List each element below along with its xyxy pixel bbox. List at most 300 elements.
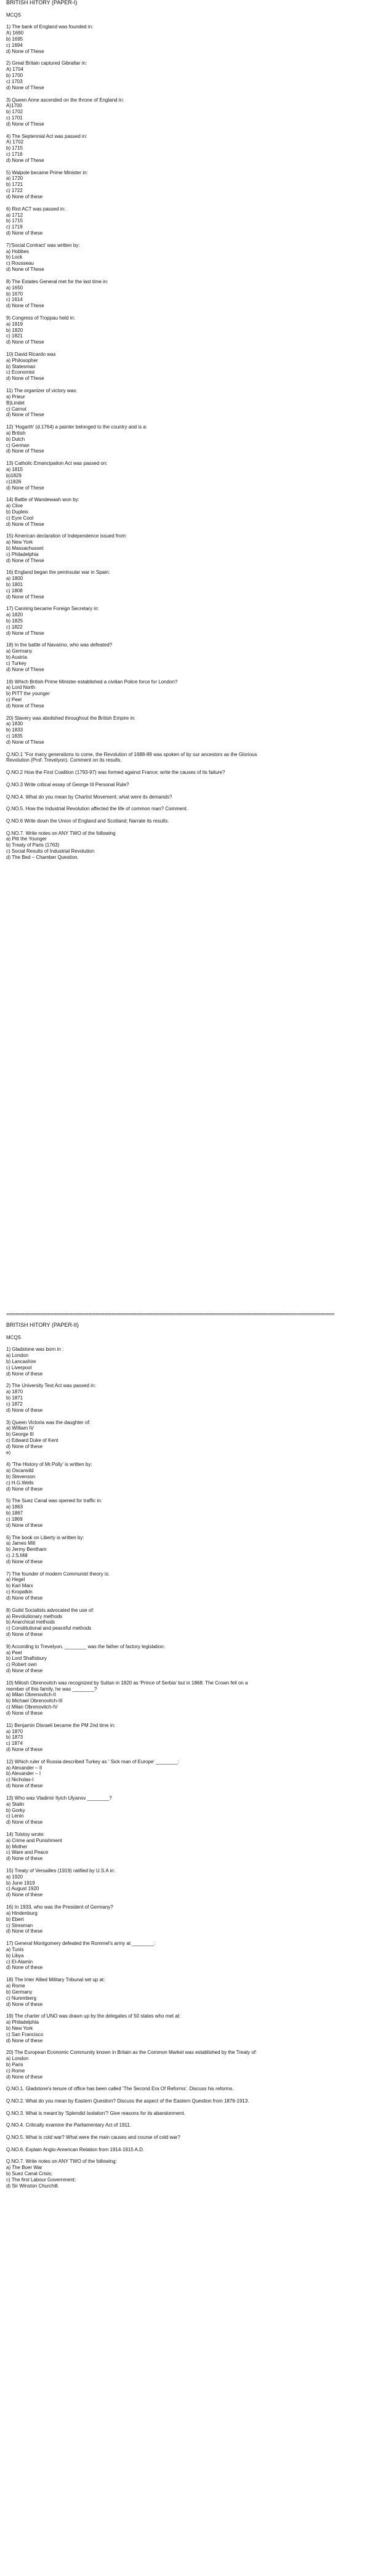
mcq-option: c) Carnot xyxy=(6,406,26,412)
mcq-option: d) None of These xyxy=(6,702,44,709)
mcq-option: d) None of These xyxy=(6,121,44,127)
mcq-option: d) None of these xyxy=(6,1668,43,1674)
mcq-option: b) Lord Shaftsbury xyxy=(6,1656,47,1662)
question-line: Q.NO.3. What is meant by 'Splendid Isolation'? Give reasons for its abandonment. xyxy=(6,2110,185,2116)
mcq-option: c) German xyxy=(6,442,30,448)
mcq-item xyxy=(6,1346,383,1377)
spacer xyxy=(6,309,383,315)
mcq-item xyxy=(6,570,383,600)
mcq-question: 12) 'Hogarth' (d.1764) a painter belonged to the country and is a: xyxy=(6,424,147,430)
mcq-option: a) Philosopher xyxy=(6,357,38,363)
question-line: Q.NO.2. What do you mean by Eastern Question? Discuss the aspect of the Eastern Question from 1876-1913. xyxy=(6,2098,249,2104)
spacer xyxy=(6,1565,383,1571)
spacer xyxy=(6,1329,383,1335)
mcq-option: a) London xyxy=(6,2056,29,2062)
mcq-question: 2) The University Test Act was passed in: xyxy=(6,1383,96,1389)
mcq-option: d) None of these xyxy=(6,2001,43,2007)
mcq-option: a) Alexander – II xyxy=(6,1765,42,1771)
mcq-option: a) Philadelphia xyxy=(6,2019,39,2026)
mcq-question: 6) The book on Liberty is written by: xyxy=(6,1534,84,1540)
mcq-option: c) 1869 xyxy=(6,1516,23,1522)
mcq-option: d) None of these xyxy=(6,1819,43,1825)
mcq-item xyxy=(6,206,383,236)
mcq-option: b) PITT the younger xyxy=(6,691,50,697)
question-line: c) Social Results of Industrial Revolution xyxy=(6,848,95,855)
mcq-option: a) Hegel xyxy=(6,1577,25,1583)
paper-1 xyxy=(6,0,383,867)
mcq-option: b) Massachusset xyxy=(6,545,44,551)
mcq-question: 4) The Septennial Act was passed in: xyxy=(6,133,87,139)
spacer xyxy=(6,763,383,770)
mcq-option: d) None of these xyxy=(6,1856,43,1862)
mcq-option: b) Alexander – I xyxy=(6,1771,41,1777)
mcq-option: a) 1650 xyxy=(6,284,23,291)
mcq-option: c) 1703 xyxy=(6,78,23,84)
spacer xyxy=(6,527,383,533)
spacer xyxy=(6,1898,383,1904)
mcq-item xyxy=(6,1644,383,1674)
mcq-option: c) 1835 xyxy=(6,733,23,739)
subjective-question xyxy=(6,2147,383,2153)
mcq-item xyxy=(6,315,383,345)
mcq-option: b) Austria xyxy=(6,654,27,661)
subjective-question xyxy=(6,831,383,861)
mcq-option: b) Anarchical methods xyxy=(6,1619,55,1625)
mcq-item xyxy=(6,24,383,54)
mcq-option: d) None of These xyxy=(6,666,44,672)
spacer xyxy=(6,1414,383,1420)
mcq-option: d) None of these xyxy=(6,1407,43,1413)
mcq-question: 20) Slavery was abolished throughout the British Empire in: xyxy=(6,715,135,721)
mcq-option: c) Turkey xyxy=(6,660,26,666)
mcq-option: c) 1822 xyxy=(6,624,23,630)
mcq-question: 5) Walpole became Prime Minister in: xyxy=(6,169,88,175)
mcq-option: c) Lenin xyxy=(6,1813,24,1819)
mcq-item xyxy=(6,1941,383,1971)
mcq-option: c) Liverpool xyxy=(6,1364,32,1371)
mcq-item xyxy=(6,1904,383,1934)
paper-2 xyxy=(6,1322,383,2196)
spacer xyxy=(6,1934,383,1941)
spacer xyxy=(6,2141,383,2147)
mcq-option: b) June 1919 xyxy=(6,1880,35,1886)
spacer xyxy=(6,1825,383,1832)
subjective-question xyxy=(6,2159,383,2189)
mcq-question: 15) American declaration of Independence issued from: xyxy=(6,533,127,539)
paper-title: BRITISH HITORY (PAPER-II) xyxy=(6,1322,79,1328)
mcq-question: 9) According to Trevelyon, ________ was the father of factory legislation: xyxy=(6,1643,165,1649)
mcq-option: a) William IV xyxy=(6,1425,34,1431)
mcq-option: c) Stresman xyxy=(6,1922,33,1928)
mcq-option: c) 1694 xyxy=(6,42,23,48)
spacer xyxy=(6,2043,383,2050)
mcq-question: 10) David Ricardo was xyxy=(6,351,56,357)
mcq-option: c) August 1920 xyxy=(6,1886,39,1892)
mcq-question: 13) Catholic Emancipation Act was passed on: xyxy=(6,461,108,467)
mcq-option: c) Nicholas-I xyxy=(6,1777,34,1783)
question-line: a) Pitt the Younger xyxy=(6,836,47,842)
mcq-option: b) Stevenson xyxy=(6,1474,36,1480)
mcq-item xyxy=(6,134,383,164)
mcq-question: 19) The charter of UNO was drawn up by the delegates of 50 states who met at: xyxy=(6,2013,181,2019)
mcq-option: b) Mother xyxy=(6,1843,28,1849)
question-line: Q.NO.6 Write down the Union of England and Scotland; Narrate its results. xyxy=(6,818,169,824)
mcq-item xyxy=(6,243,383,273)
question-line: Q.NO.2 How the First Coalition (1793-97) was formed against France; write the causes of its failure? xyxy=(6,770,225,776)
mcq-option: b) Lancashire xyxy=(6,1359,36,1365)
mcq-question: 16) In 1933, who was the President of Germany? xyxy=(6,1904,113,1910)
mcq-option: b) 1702 xyxy=(6,109,23,115)
mcq-item xyxy=(6,461,383,491)
subjective-question xyxy=(6,2086,383,2092)
mcq-option: a) 1870 xyxy=(6,1728,23,1734)
mcq-option: c)1826 xyxy=(6,478,22,485)
mcq-question: 1) Gladstone was born in : xyxy=(6,1346,64,1353)
spacer xyxy=(6,2117,383,2123)
mcq-option: b) Dutch xyxy=(6,436,25,442)
mcq-option: a) 1720 xyxy=(6,175,23,182)
mcq-option: b)1829 xyxy=(6,472,22,478)
mcq-option: c) Robert own xyxy=(6,1662,37,1668)
question-line: d) Sir Winston Churchill. xyxy=(6,2183,59,2189)
mcq-option: c) Economist xyxy=(6,369,35,376)
mcq-option: b) Libya xyxy=(6,1952,24,1958)
mcq-option: b) 1820 xyxy=(6,327,23,333)
mcq-option: a) London xyxy=(6,1353,29,1359)
spacer xyxy=(6,1529,383,1535)
mcq-option: A) 1690 xyxy=(6,30,24,36)
mcq-item xyxy=(6,642,383,672)
mcq-question: 11) The organizer of victory was: xyxy=(6,388,78,393)
mcq-option: b) Karl Marx xyxy=(6,1583,33,1589)
mcq-question: 14) Battle of Wandewash won by: xyxy=(6,497,79,503)
mcq-option: d) None of These xyxy=(6,739,44,745)
mcq-option: d) None of These xyxy=(6,594,44,600)
question-line: d) The Bed – Chamber Question. xyxy=(6,854,79,860)
mcq-option: a) 1800 xyxy=(6,576,23,582)
mcq-item xyxy=(6,388,383,418)
mcq-option: c) 1719 xyxy=(6,224,23,230)
mcq-option: a) Lord North xyxy=(6,685,36,691)
mcq-option: b) 1715 xyxy=(6,218,23,224)
mcq-option: a) 1870 xyxy=(6,1389,23,1395)
mcq-option: c) Edward Duke of Kent xyxy=(6,1438,58,1444)
spacer xyxy=(6,236,383,243)
section-separator: ================================================================================================================================================ xyxy=(6,1313,334,1318)
mcq-item xyxy=(6,715,383,746)
mcq-question: 6) Riot ACT was passed in: xyxy=(6,206,66,212)
mcq-option: b) 1825 xyxy=(6,618,23,624)
mcq-question: 10) Milosh Obrenovitch was recognized by Sultan in 1820 as 'Prince of Serbia' but in 1868. The Crown fell on a xyxy=(6,1680,248,1686)
mcq-question: 15) Treaty of Versailles (1919) ratified by U.S.A in: xyxy=(6,1867,115,1874)
question-line: Q.NO.4. What do you mean by Chartist Movement; what were its demands? xyxy=(6,794,172,800)
mcq-question: 7) The founder of modern Communist theory is: xyxy=(6,1571,110,1577)
mcq-question: 1) The bank of England was founded in: xyxy=(6,24,94,30)
subjective-question xyxy=(6,818,383,824)
spacer xyxy=(6,788,383,794)
mcq-option: c) El-Alamin xyxy=(6,1958,33,1965)
mcq-item xyxy=(6,1498,383,1528)
subjective-question xyxy=(6,794,383,800)
mcq-option: a) Milan Obrenovitch-II xyxy=(6,1692,56,1698)
subjective-question xyxy=(6,806,383,812)
spacer xyxy=(6,600,383,606)
subjective-question xyxy=(6,2135,383,2141)
mcq-option: b) New York xyxy=(6,2025,33,2031)
mcq-option: c) 1874 xyxy=(6,1741,23,1747)
question-line: Q.NO.5. What is cold war? What were the main causes and course of cold war? xyxy=(6,2135,180,2141)
mcq-option: b) 1715 xyxy=(6,145,23,151)
subjective-question xyxy=(6,2098,383,2104)
question-line: Q.NO.1. Gladstone's tenure of office has been called 'The Second Era Of Reforms'. Discuss his reforms. xyxy=(6,2086,234,2092)
subjective-question xyxy=(6,782,383,788)
mcq-option: b) 1801 xyxy=(6,582,23,587)
spacer xyxy=(6,2128,383,2135)
mcq-question: 14) Tolstoy wrote: xyxy=(6,1831,45,1837)
mcq-option: b) Dupleix xyxy=(6,509,29,515)
mcq-question: 8) Guild Socialists advocated the use of: xyxy=(6,1607,94,1613)
mcq-item xyxy=(6,497,383,527)
spacer xyxy=(6,2092,383,2098)
mcq-option: b) Statesman xyxy=(6,363,36,369)
mcq-option: d) None of These xyxy=(6,630,44,636)
mcqs-heading: MCQS xyxy=(6,1334,21,1340)
spacer xyxy=(6,164,383,170)
spacer xyxy=(6,2153,383,2159)
question-line: Q.NO.3 Write critical essay of George III Personal Rule? xyxy=(6,781,129,787)
mcq-question: 17) General Montgomery defeated the Rommel's army at ________: xyxy=(6,1941,156,1947)
mcq-option: d) None of These xyxy=(6,376,44,382)
mcq-item xyxy=(6,1383,383,1413)
mcq-question: 4) 'The History of Mr.Polly' is written by: xyxy=(6,1462,92,1468)
spacer xyxy=(6,776,383,782)
mcq-item xyxy=(6,170,383,200)
mcq-option: b) 1695 xyxy=(6,36,23,42)
mcq-question: 19) Which British Prime Minister established a civilian Police force for London? xyxy=(6,678,178,685)
mcq-option: d) None of these xyxy=(6,1632,43,1638)
mcq-item xyxy=(6,1680,383,1717)
mcq-option: a) 1712 xyxy=(6,212,23,218)
mcq-option: a) 1820 xyxy=(6,612,23,618)
mcq-option: A) 1702 xyxy=(6,139,24,145)
mcq-question: 5) The Suez Canal was opened for traffic in: xyxy=(6,1498,102,1504)
spacer xyxy=(6,824,383,831)
mcq-item xyxy=(6,1571,383,1601)
mcq-option: d) None of These xyxy=(6,448,44,454)
spacer xyxy=(6,91,383,97)
mcq-option: c) San Francisco xyxy=(6,2031,44,2037)
paper-title: BRITISH HITORY (PAPER-I) xyxy=(6,0,78,6)
mcq-option: c) 1701 xyxy=(6,115,23,121)
mcq-option: a) Hindenburg xyxy=(6,1910,38,1916)
mcq-option: A) 1704 xyxy=(6,66,24,73)
spacer xyxy=(6,454,383,461)
mcq-option: b) 1721 xyxy=(6,182,23,188)
mcq-option: c) Milan Obrenovitch-IV xyxy=(6,1704,58,1710)
spacer xyxy=(6,800,383,806)
mcq-item xyxy=(6,424,383,454)
mcq-option: a) New York xyxy=(6,539,33,545)
spacer xyxy=(6,127,383,134)
mcq-option: b) Paris xyxy=(6,2061,23,2067)
mcq-option: d) None of these xyxy=(6,230,43,236)
mcq-option: c) Rousseau xyxy=(6,260,34,267)
spacer xyxy=(6,2104,383,2111)
mcq-option: a) Stalin xyxy=(6,1801,25,1807)
mcq-option: c) Eyre Cool xyxy=(6,515,34,521)
spacer xyxy=(6,18,383,25)
mcq-option: d) None of these xyxy=(6,2074,43,2080)
spacer xyxy=(6,200,383,206)
spacer xyxy=(6,418,383,424)
mcq-option: b) Ebert xyxy=(6,1916,24,1922)
mcq-option: a) Oscarwild xyxy=(6,1468,34,1474)
mcq-item xyxy=(6,1608,383,1638)
spacer xyxy=(6,1862,383,1868)
mcq-option: d) None of These xyxy=(6,84,44,91)
mcq-question: 11) Benjamin Disraeli became the PM 2nd time in: xyxy=(6,1722,116,1728)
mcq-question: 12) Which ruler of Russia described Turkey as ' Sick man of Europe' ________: xyxy=(6,1758,179,1765)
mcq-option: d) None of These xyxy=(6,557,44,563)
mcq-question: 9) Congress of Troppau held in: xyxy=(6,315,76,321)
spacer xyxy=(6,673,383,679)
mcq-option: b) 1833 xyxy=(6,727,23,733)
mcq-option: b) Gorky xyxy=(6,1807,25,1813)
mcq-option: a) James Mill xyxy=(6,1540,36,1547)
spacer xyxy=(6,2080,383,2086)
mcq-item xyxy=(6,606,383,636)
mcq-option: a) 1920 xyxy=(6,1874,23,1880)
spacer xyxy=(6,1789,383,1795)
question-line: Q.NO.6. Explain Anglo-American Relation from 1914-1915 A.D. xyxy=(6,2146,145,2152)
mcq-option: d) None of these xyxy=(6,2037,43,2043)
mcq-option: c) J.S.Mill xyxy=(6,1553,28,1559)
mcq-option: b) 1873 xyxy=(6,1734,23,1741)
spacer xyxy=(6,6,383,12)
mcq-option: b) 1871 xyxy=(6,1395,23,1401)
mcq-option: b) Germany xyxy=(6,1989,33,1995)
subjective-question xyxy=(6,2122,383,2128)
mcq-option: e) xyxy=(6,1449,11,1455)
mcq-item xyxy=(6,352,383,382)
mcq-option: d) None of These xyxy=(6,339,44,345)
mcq-question: 2) Great Britain captured Gibraltar in: xyxy=(6,60,87,66)
mcq-item xyxy=(6,1723,383,1753)
mcq-option: a) Rome xyxy=(6,1982,25,1989)
mcq-item xyxy=(6,279,383,309)
spacer xyxy=(6,382,383,388)
mcq-option: d) None of these xyxy=(6,1558,43,1564)
spacer xyxy=(6,746,383,752)
mcq-option: d) None of these xyxy=(6,1443,43,1449)
mcq-option: d) None of these xyxy=(6,194,43,199)
subjective-question xyxy=(6,2111,383,2117)
mcq-item xyxy=(6,1420,383,1456)
mcq-option: c) 1614 xyxy=(6,297,23,303)
mcq-option: d) None of these xyxy=(6,1595,43,1601)
mcq-option: a) Crime and Punishment xyxy=(6,1837,62,1843)
spacer xyxy=(6,1456,383,1462)
question-line: b) Suez Canal Crisis; xyxy=(6,2171,53,2177)
mcq-question: 13) Who was Vladimir Ilyich Ulyanov ________? xyxy=(6,1795,112,1801)
mcq-option: c) Peel xyxy=(6,697,22,703)
mcq-option: c) Rome xyxy=(6,2067,25,2074)
mcq-option: a) Germany xyxy=(6,648,33,654)
mcq-item xyxy=(6,1462,383,1492)
spacer xyxy=(6,1674,383,1680)
mcq-option: a) Revolutionary methods xyxy=(6,1613,63,1619)
mcq-question: 17) Canning became Foreign Secretary in: xyxy=(6,606,99,612)
question-line: Q.NO.4. Critically examine the Parliamentary Act of 1911. xyxy=(6,2122,132,2128)
mcq-option: a) 1819 xyxy=(6,321,23,327)
mcq-option: c) Philadelphia xyxy=(6,551,39,557)
mcq-option: d) None of these xyxy=(6,1928,43,1934)
mcq-question: 3) Queen Victoria was the daughter of: xyxy=(6,1419,91,1425)
question-line: Q.NO.7. Write notes on ANY TWO of the following: xyxy=(6,2159,117,2165)
mcq-option: d) None of These xyxy=(6,267,44,273)
mcq-question: 18) The Inter Allied Military Tribunal set up at: xyxy=(6,1977,105,1983)
spacer xyxy=(6,1971,383,1977)
mcq-question: 3) Queen Anne ascended on the throne of England in: xyxy=(6,97,124,103)
mcq-option: B)Lindet xyxy=(6,400,25,406)
mcq-item xyxy=(6,97,383,127)
mcq-item xyxy=(6,2050,383,2080)
mcq-question: 18) In the battle of Navarino, who was defeated? xyxy=(6,642,113,648)
mcq-item xyxy=(6,2013,383,2043)
mcq-question: 20) The European Economic Community known in Britain as the Common Market was established by the Treaty of: xyxy=(6,2050,257,2056)
mcq-option: a) Hobbes xyxy=(6,248,29,254)
mcq-question: 16) England began the peninsular war in Spain: xyxy=(6,570,110,576)
mcq-option: a) Clive xyxy=(6,503,23,509)
mcq-option: c) 1821 xyxy=(6,333,23,339)
question-line: Q.NO.1 "For many generations to come, the Revolution of 1688-89 was spoken of by our ancestors as the Glorious xyxy=(6,751,257,757)
spacer xyxy=(6,861,383,867)
mcq-option: a) Prieur xyxy=(6,393,25,400)
mcq-option: d) None of these xyxy=(6,1965,43,1971)
mcq-option: d) None of These xyxy=(6,485,44,491)
mcq-question: 8) The Estates General met for the last time in: xyxy=(6,278,108,284)
mcq-option: c) Nuremberg xyxy=(6,1995,36,2001)
spacer xyxy=(6,637,383,643)
mcq-item xyxy=(6,533,383,563)
mcq-option: b) 1867 xyxy=(6,1510,23,1516)
spacer xyxy=(6,1601,383,1608)
mcq-option: c) Ware and Peace xyxy=(6,1849,49,1856)
spacer xyxy=(6,2189,383,2196)
mcq-option: c) 1872 xyxy=(6,1401,23,1407)
question-line: Q.NO.5. How the Industrial Revolution affected the life of common man? Comment. xyxy=(6,806,188,812)
subjective-question xyxy=(6,752,383,764)
mcq-option: d) None of These xyxy=(6,48,44,54)
mcq-item xyxy=(6,1795,383,1825)
mcq-option: c) Constitutional and peaceful methods xyxy=(6,1625,92,1632)
mcq-item xyxy=(6,679,383,709)
mcq-option: a) British xyxy=(6,430,26,436)
mcq-option: b) Jermy Bentham xyxy=(6,1547,47,1553)
spacer xyxy=(6,273,383,279)
mcq-option: d) None of These xyxy=(6,157,44,163)
mcq-item xyxy=(6,1868,383,1898)
mcq-option: a) 1815 xyxy=(6,466,23,472)
spacer xyxy=(6,1341,383,1347)
subjective-question xyxy=(6,770,383,776)
spacer xyxy=(6,812,383,818)
mcq-option: c) 1722 xyxy=(6,188,23,194)
question-line: Revolution (Prof. Trevelyon). Comment on its results. xyxy=(6,757,122,763)
mcq-option: d) None of these xyxy=(6,1747,43,1753)
mcqs-heading: MCQS xyxy=(6,12,21,18)
mcq-option: a) Peel xyxy=(6,1649,22,1656)
